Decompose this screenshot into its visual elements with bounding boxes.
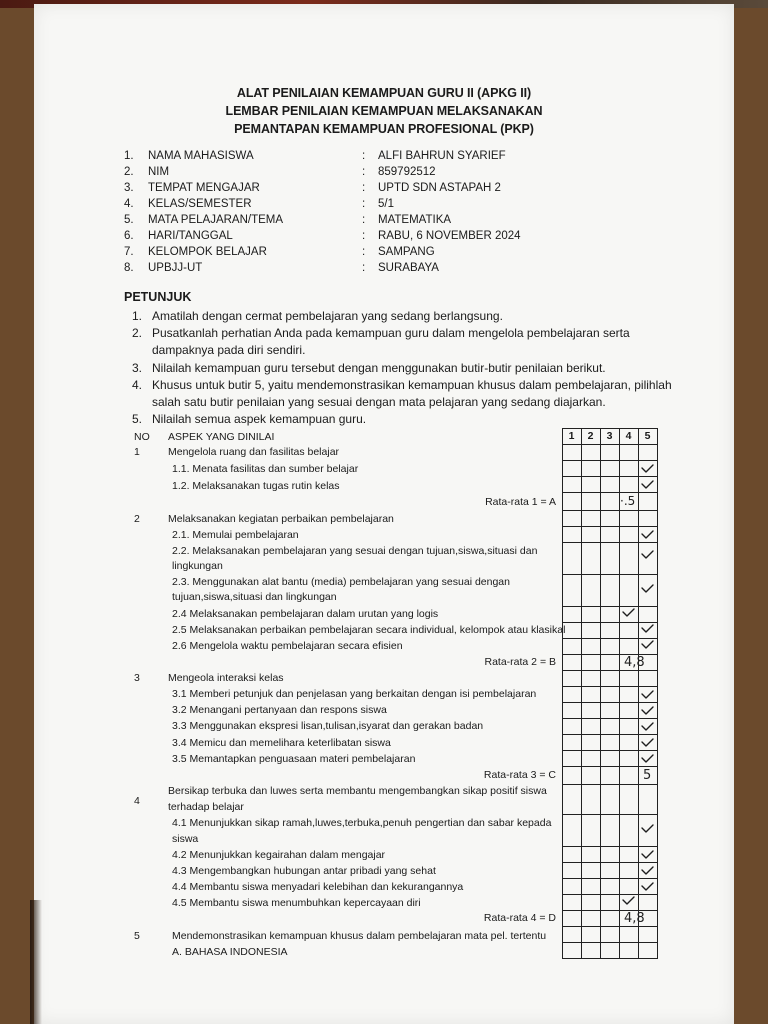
section-no: 2: [134, 513, 140, 525]
identity-label: KELOMPOK BELAJAR: [148, 246, 267, 258]
score-header: 4: [625, 430, 632, 442]
average-handwritten: 4,8: [624, 655, 645, 670]
petunjuk-no: 4.: [132, 378, 143, 392]
check-mark: [638, 548, 657, 562]
table-col-aspek: ASPEK YANG DINILAI: [168, 431, 275, 443]
identity-value: RABU, 6 NOVEMBER 2024: [378, 230, 521, 242]
petunjuk-heading: PETUNJUK: [124, 290, 192, 304]
petunjuk-text: Nilailah kemampuan guru tersebut dengan menggunakan butir-butir penilaian berikut.: [152, 361, 606, 375]
petunjuk-text: Nilailah semua aspek kemampuan guru.: [152, 412, 367, 426]
section-average: Rata-rata 2 = B: [484, 656, 556, 668]
score-header: 2: [587, 430, 594, 442]
grid-line: [562, 492, 658, 493]
petunjuk-no: 5.: [132, 412, 143, 426]
identity-label: NAMA MAHASISWA: [148, 150, 254, 162]
petunjuk-no: 2.: [132, 326, 143, 340]
check-mark: [638, 736, 657, 750]
aspect-item: 3.5 Memantapkan penguasaan materi pembelajaran: [172, 753, 416, 765]
grid-line: [562, 428, 658, 429]
grid-line: [562, 926, 658, 927]
section-title-cont: terhadap belajar: [168, 801, 244, 813]
identity-colon: :: [362, 150, 366, 162]
identity-no: 1.: [124, 150, 134, 162]
identity-value: SAMPANG: [378, 246, 435, 258]
section-average: Rata-rata 1 = A: [485, 496, 556, 508]
aspect-item: 1.2. Melaksanakan tugas rutin kelas: [172, 480, 340, 492]
grid-line: [562, 894, 658, 895]
aspect-item: 3.1 Memberi petunjuk dan penjelasan yang berkaitan dengan isi pembelajaran: [172, 688, 537, 700]
section-no: 4: [134, 795, 140, 807]
identity-label: KELAS/SEMESTER: [148, 198, 252, 210]
section-title: Melaksanakan kegiatan perbaikan pembelajaran: [168, 513, 394, 525]
petunjuk-text-cont: dampaknya pada diri sendiri.: [152, 343, 306, 357]
aspect-item: 4.5 Membantu siswa menumbuhkan kepercayaan diri: [172, 897, 421, 909]
check-mark: [638, 478, 657, 492]
grid-line: [562, 702, 658, 703]
check-mark: [638, 752, 657, 766]
score-header: 3: [606, 430, 613, 442]
section-average: Rata-rata 3 = C: [483, 769, 556, 781]
grid-line: [562, 526, 658, 527]
identity-no: 7.: [124, 246, 134, 258]
identity-no: 2.: [124, 166, 134, 178]
check-mark: [638, 638, 657, 652]
grid-line: [562, 670, 658, 671]
table-col-no: NO: [134, 431, 150, 443]
grid-line: [562, 846, 658, 847]
check-mark: [638, 880, 657, 894]
grid-line: [562, 734, 658, 735]
section-title: Bersikap terbuka dan luwes serta membantu mengembangkan sikap positif siswa: [168, 785, 547, 797]
grid-line: [562, 862, 658, 863]
grid-line: [562, 510, 658, 511]
check-mark: [638, 462, 657, 476]
identity-label: NIM: [148, 166, 170, 178]
check-mark: [619, 606, 638, 620]
aspect-item: 2.6 Mengelola waktu pembelajaran secara efisien: [172, 640, 403, 652]
section-no: 5: [134, 930, 140, 942]
aspect-item: 3.2 Menangani pertanyaan dan respons siswa: [172, 704, 387, 716]
score-header: 5: [644, 430, 651, 442]
identity-colon: :: [362, 214, 366, 226]
page-shadow: [30, 900, 42, 1024]
identity-value: 859792512: [378, 166, 436, 178]
average-handwritten: 5: [643, 768, 652, 783]
score-header: 1: [568, 430, 575, 442]
identity-colon: :: [362, 230, 366, 242]
grid-line: [562, 686, 658, 687]
aspect-item: 4.3 Mengembangkan hubungan antar pribadi yang sehat: [172, 865, 436, 877]
aspect-item: 2.4 Melaksanakan pembelajaran dalam urutan yang logis: [172, 608, 439, 620]
check-mark: [619, 894, 638, 908]
aspect-item: 4.2 Menunjukkan kegairahan dalam mengajar: [172, 849, 386, 861]
identity-no: 5.: [124, 214, 134, 226]
aspect-item: 4.4 Membantu siswa menyadari kelebihan dan kekurangannya: [172, 881, 464, 893]
grid-line: [562, 444, 658, 445]
identity-colon: :: [362, 262, 366, 274]
grid-line: [562, 606, 658, 607]
identity-label: UPBJJ-UT: [148, 262, 203, 274]
aspect-item: 3.4 Memicu dan memelihara keterlibatan siswa: [172, 737, 391, 749]
identity-value: 5/1: [378, 198, 394, 210]
aspect-item-cont: tujuan,siswa,situasi dan lingkungan: [172, 591, 337, 603]
check-mark: [638, 688, 657, 702]
grid-line: [562, 542, 658, 543]
aspect-item-cont: lingkungan: [172, 560, 223, 572]
identity-value: ALFI BAHRUN SYARIEF: [378, 150, 506, 162]
grid-line: [562, 750, 658, 751]
check-mark: [638, 848, 657, 862]
section-no: 3: [134, 672, 140, 684]
identity-label: HARI/TANGGAL: [148, 230, 233, 242]
identity-value: MATEMATIKA: [378, 214, 452, 226]
section-no: 1: [134, 446, 140, 458]
petunjuk-text: Khusus untuk butir 5, yaitu mendemonstrasikan kemampuan khusus dalam pembelajaran, pilihlah: [152, 378, 672, 392]
identity-no: 3.: [124, 182, 134, 194]
identity-colon: :: [362, 182, 366, 194]
identity-colon: :: [362, 246, 366, 258]
aspect-item: 1.1. Menata fasilitas dan sumber belajar: [172, 463, 359, 475]
check-mark: [638, 622, 657, 636]
grid-line: [562, 718, 658, 719]
petunjuk-text-cont: salah satu butir penilaian yang sesuai dengan mata pelajaran yang sedang diajarkan.: [152, 395, 606, 409]
petunjuk-text: Amatilah dengan cermat pembelajaran yang sedang berlangsung.: [152, 309, 503, 323]
section-average: Rata-rata 4 = D: [483, 912, 556, 924]
grid-line: [562, 814, 658, 815]
petunjuk-text: Pusatkanlah perhatian Anda pada kemampuan guru dalam mengelola pembelajaran serta: [152, 326, 630, 340]
aspect-item-cont: siswa: [172, 833, 199, 845]
identity-no: 4.: [124, 198, 134, 210]
aspect-item: 2.3. Menggunakan alat bantu (media) pembelajaran yang sesuai dengan: [172, 576, 510, 588]
section-title: Mengelola ruang dan fasilitas belajar: [168, 446, 340, 458]
grid-line: [562, 766, 658, 767]
aspect-item: A. BAHASA INDONESIA: [172, 946, 288, 958]
grid-line: [562, 476, 658, 477]
grid-line: [562, 784, 658, 785]
petunjuk-no: 1.: [132, 309, 143, 323]
form-title: ALAT PENILAIAN KEMAMPUAN GURU II (APKG II): [236, 86, 532, 100]
check-mark: [638, 704, 657, 718]
average-handwritten: ·.5: [620, 494, 636, 508]
aspect-item: 4.1 Menunjukkan sikap ramah,luwes,terbuka,penuh pengertian dan sabar kepada: [172, 817, 552, 829]
identity-colon: :: [362, 166, 366, 178]
check-mark: [638, 720, 657, 734]
grid-line: [562, 942, 658, 943]
aspect-item: 2.5 Melaksanakan perbaikan pembelajaran secara individual, kelompok atau klasikal: [172, 624, 566, 636]
identity-value: SURABAYA: [378, 262, 439, 274]
form-subtitle: LEMBAR PENILAIAN KEMAMPUAN MELAKSANAKAN: [225, 104, 543, 118]
check-mark: [638, 822, 657, 836]
identity-no: 8.: [124, 262, 134, 274]
identity-no: 6.: [124, 230, 134, 242]
check-mark: [638, 864, 657, 878]
petunjuk-no: 3.: [132, 361, 143, 375]
form-subtitle-2: PEMANTAPAN KEMAMPUAN PROFESIONAL (PKP): [234, 122, 534, 136]
identity-label: MATA PELAJARAN/TEMA: [148, 214, 284, 226]
identity-label: TEMPAT MENGAJAR: [148, 182, 260, 194]
grid-line: [562, 574, 658, 575]
aspect-item: 3.3 Menggunakan ekspresi lisan,tulisan,isyarat dan gerakan badan: [172, 720, 484, 732]
check-mark: [638, 582, 657, 596]
average-handwritten: 4,8: [624, 911, 645, 926]
check-mark: [638, 528, 657, 542]
section-title: Mendemonstrasikan kemampuan khusus dalam pembelajaran mata pel. tertentu: [172, 930, 547, 942]
aspect-item: 2.1. Memulai pembelajaran: [172, 529, 299, 541]
identity-value: UPTD SDN ASTAPAH 2: [378, 182, 501, 194]
section-title: Mengeola interaksi kelas: [168, 672, 284, 684]
grid-line: [562, 878, 658, 879]
grid-line: [562, 460, 658, 461]
grid-line: [562, 958, 658, 959]
identity-colon: :: [362, 198, 366, 210]
aspect-item: 2.2. Melaksanakan pembelajaran yang sesuai dengan tujuan,siswa,situasi dan: [172, 545, 538, 557]
